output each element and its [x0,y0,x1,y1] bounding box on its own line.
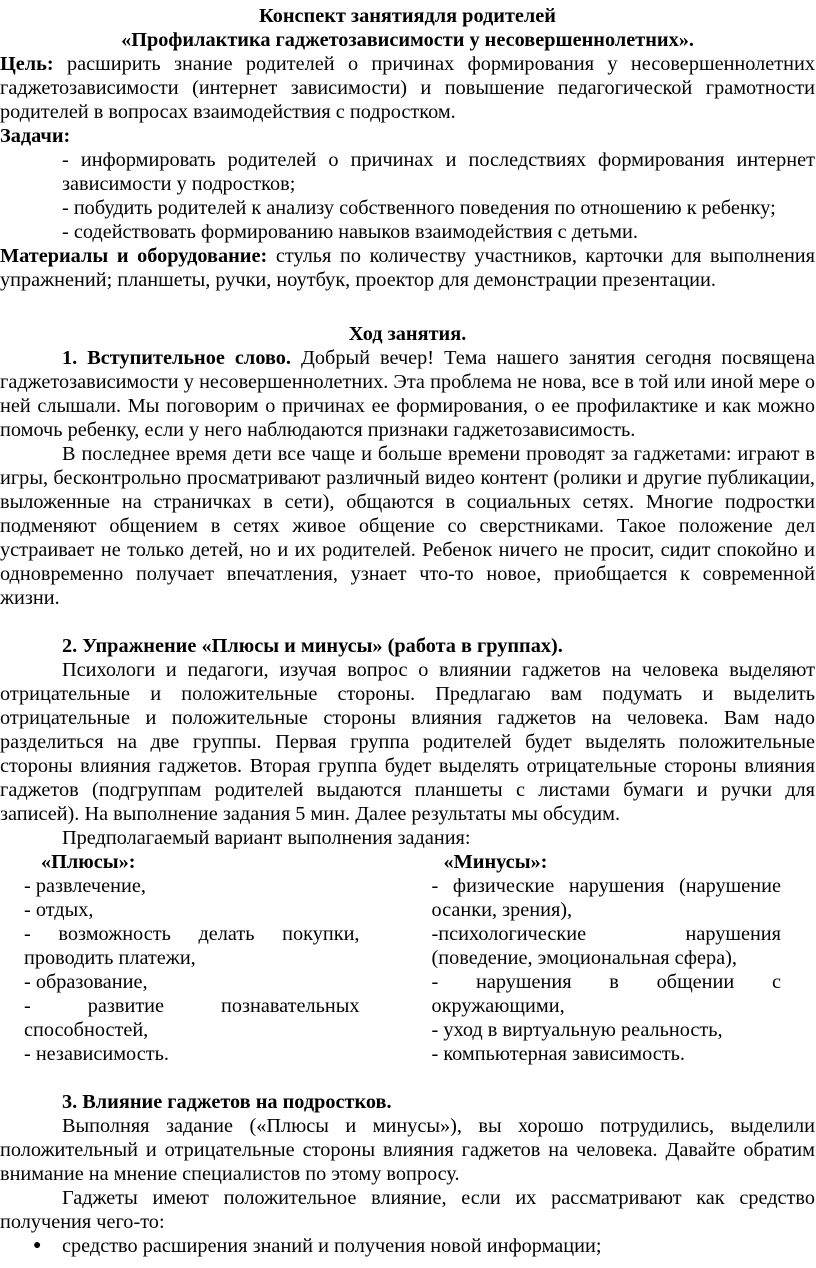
cons-item: - компьютерная зависимость. [431,1043,685,1065]
goal-paragraph [0,52,815,124]
cons-item: - физические нарушения (нарушение осанки, зрения), [431,875,781,921]
section-1-text: Добрый вечер! Тема нашего занятия сегодня посвящена гаджетозависимости у несовершеннолетних. Эта проблема не нова, все в той или иной мере о ней слышали. Мы поговорим о причинах ее формирования, о ее профилактике и как можно помочь ребенку, если у него наблюдаются признаки гаджетозависимость. [0,347,815,441]
materials-paragraph [0,244,815,292]
section-3-paragraph-2: Гаджеты имеют положительное влияние, если их рассматривают как средство получения чего-то: [0,1187,815,1233]
document-title-line-2: «Профилактика гаджетозависимости у несовершеннолетних». [121,29,694,51]
section-2-paragraph-2: Предполагаемый вариант выполнения задания: [62,827,471,849]
section-3-heading: 3. Влияние гаджетов на подростков. [62,1091,392,1113]
pros-heading: «Плюсы»: [41,851,136,873]
section-1-paragraph-2: В последнее время дети все чаще и больше времени проводят за гаджетами: играют в игры, бесконтрольно просматривают различный видео контент (ролики и другие публикации, выложенные на страничках в сети), общаются в социальных сетях. Многие подростки подменяют общением в сетях живое общение со сверстниками. Такое положение дел устраивает не только детей, но и их родителей. Ребенок ничего не просит, сидит спокойно и одновременно получает впечатления, узнает что-то новое, приобщается к современной жизни. [0,443,815,609]
materials-label: Материалы и оборудование: [0,245,268,267]
list-item: ● средство расширения знаний и получения новой информации; [33,1235,602,1257]
task-item: - содействовать формированию навыков взаимодействия с детьми. [62,221,638,243]
cons-item: -психологические нарушения (поведение, эмоциональная сфера), [431,923,781,969]
bullet-list [0,1234,815,1258]
task-item: - побудить родителей к анализу собственного поведения по отношению к ребенку; [62,197,776,219]
cons-heading: «Минусы»: [443,851,548,873]
pros-item: - независимость. [24,1043,169,1065]
goal-label: Цель: [0,53,54,75]
course-heading: Ход занятия. [348,323,467,345]
pros-item: - возможность делать покупки, проводить платежи, [24,923,360,969]
section-2-paragraph: Психологи и педагоги, изучая вопрос о влиянии гаджетов на человека выделяют отрицательные и положительные стороны. Предлагаю вам подумать и выделить отрицательные и положительные стороны влияния гаджетов на человека. Вам надо разделиться на две группы. Первая группа родителей будет выделять положительные стороны влияния гаджетов. Вторая группа будет выделять отрицательные стороны влияния гаджетов (подгруппам родителей выдаются планшеты с листами бумаги и ручки для записей). На выполнение задания 5 мин. Далее результаты мы обсудим. [0,659,815,825]
section-2-heading: 2. Упражнение «Плюсы и минусы» (работа в группах). [62,635,563,657]
pros-column [0,850,360,1066]
pros-cons-table [0,850,815,1066]
pros-item: - образование, [24,971,148,993]
spacer [0,1066,815,1090]
pros-item: - развлечение, [24,875,146,897]
spacer [0,292,815,316]
section-3-paragraph: Выполняя задание («Плюсы и минусы»), вы хорошо потрудились, выделили положительный и отрицательные стороны влияния гаджетов на человека. Давайте обратим внимание на мнение специалистов по этому вопросу. [0,1115,815,1185]
spacer [0,610,815,634]
materials-text: стулья по количеству участников, карточки для выполнения упражнений; планшеты, ручки, ноутбук, проектор для демонстрации презентации. [0,245,815,291]
cons-item: - нарушения в общении с окружающими, [431,971,781,1017]
section-1-label: 1. Вступительное слово. [62,347,291,369]
bullet-icon: ● [33,1238,42,1253]
task-item: - информировать родителей о причинах и последствиях формирования интернет зависимости у подростков; [62,149,815,195]
goal-text: расширить знание родителей о причинах формирования у несовершеннолетних гаджетозависимости (интернет зависимости) и повышение педагогической грамотности родителей в вопросах взаимодействия с подростком. [0,53,815,123]
section-1-paragraph [0,346,815,442]
document-title-line-1: Конспект занятиядля родителей [259,5,556,27]
cons-item: - уход в виртуальную реальность, [431,1019,723,1041]
tasks-label: Задачи: [0,125,71,147]
pros-item: - отдых, [24,899,94,921]
pros-item: - развитие познавательных способностей, [24,995,360,1041]
cons-column [360,850,815,1066]
